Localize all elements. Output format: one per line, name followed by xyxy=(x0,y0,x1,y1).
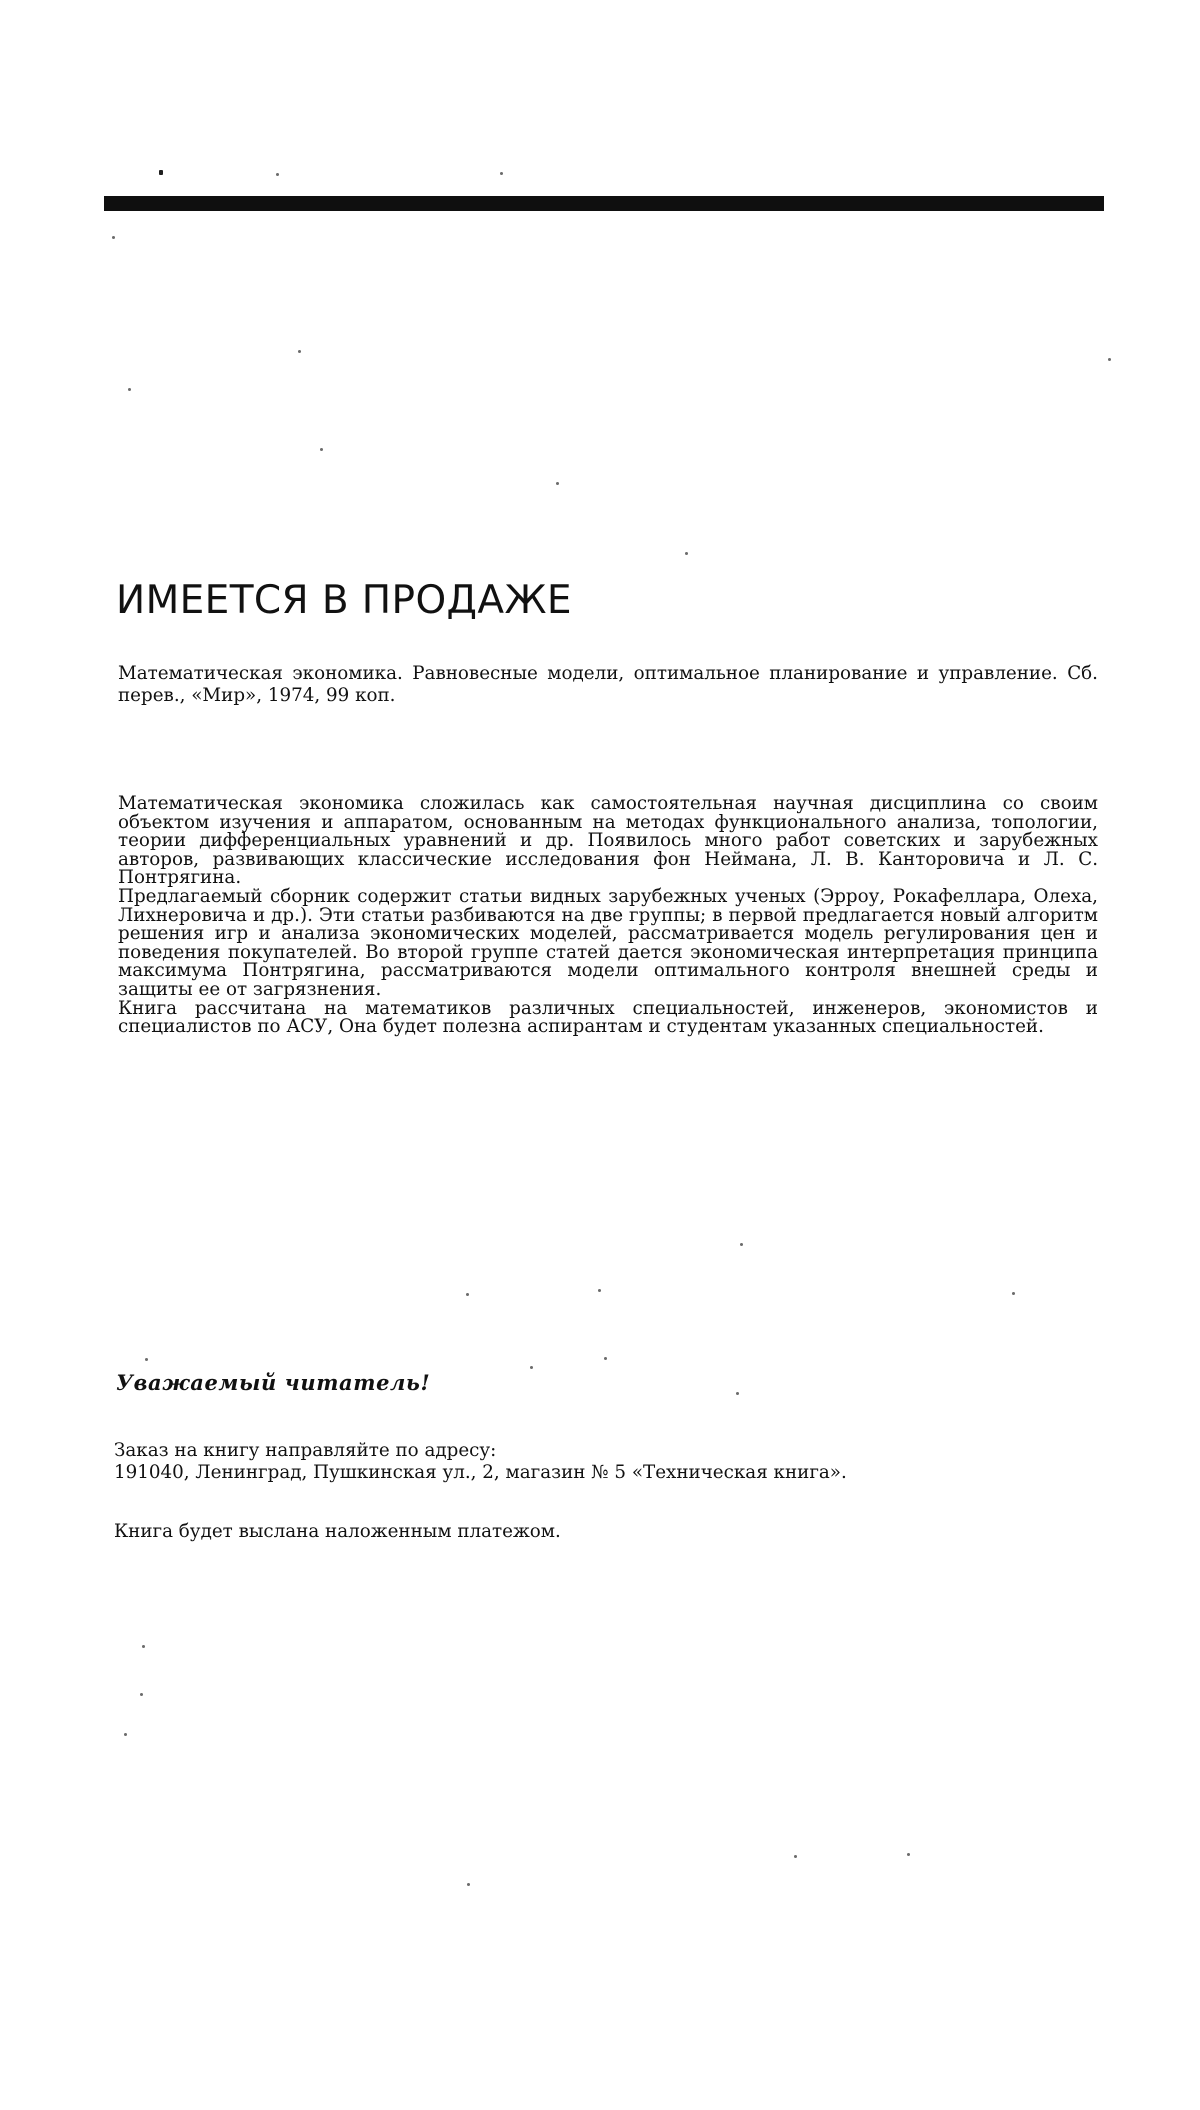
scan-speck xyxy=(500,172,503,175)
top-rule xyxy=(104,196,1104,211)
order-address xyxy=(114,1440,1114,1484)
scan-speck xyxy=(298,350,301,353)
bibliographic-entry: Математическая экономика. Равновесные модели, оптимальное планирование и управление. Сб. перев., «Мир», 1974, 99 коп. xyxy=(118,663,1098,707)
scan-speck xyxy=(320,448,323,451)
scan-speck xyxy=(556,482,559,485)
scan-speck xyxy=(740,1243,743,1246)
annotation-paragraph: Книга рассчитана на математиков различных специальностей, инженеров, экономистов и специалистов по АСУ, Она будет полезна аспирантам и студентам указанных специальностей. xyxy=(118,1000,1098,1037)
scan-speck xyxy=(604,1357,607,1360)
scan-speck xyxy=(1012,1292,1015,1295)
scan-speck xyxy=(124,1733,127,1736)
scan-speck xyxy=(276,173,279,176)
scan-speck xyxy=(598,1289,601,1292)
scan-speck xyxy=(159,170,163,175)
scan-speck xyxy=(467,1883,470,1886)
scan-speck xyxy=(140,1693,143,1696)
scan-speck xyxy=(142,1645,145,1648)
order-instruction: Заказ на книгу направляйте по адресу: xyxy=(114,1440,1114,1462)
annotation-paragraph: Предлагаемый сборник содержит статьи видных зарубежных ученых (Эрроу, Рокафеллара, Олеха, Лихнеровича и др.). Эти статьи разбиваются на две группы; в первой предлагается новый алгоритм решения игр и анализа экономических моделей, рассматривается модель регулирования цен и поведения покупателей. Во второй группе статей дается экономическая интерпретация принципа максимума Понтрягина, рассматриваются модели оптимального контроля внешней среды и защиты ее от загрязнения. xyxy=(118,888,1098,1000)
delivery-note: Книга будет выслана наложенным платежом. xyxy=(114,1521,561,1543)
scan-speck xyxy=(128,388,131,391)
page-heading: ИМЕЕТСЯ В ПРОДАЖЕ xyxy=(116,578,572,624)
scan-speck xyxy=(145,1358,148,1361)
scan-speck xyxy=(794,1855,797,1858)
scan-speck xyxy=(685,552,688,555)
shop-address: 191040, Ленинград, Пушкинская ул., 2, магазин № 5 «Техническая книга». xyxy=(114,1462,1114,1484)
annotation-paragraph: Математическая экономика сложилась как самостоятельная научная дисциплина со своим объектом изучения и аппаратом, основанным на методах функционального анализа, топологии, теории дифференциальных уравнений и др. Появилось много работ советских и зарубежных авторов, развивающих классические исследования фон Неймана, Л. В. Канторовича и Л. С. Понтрягина. xyxy=(118,795,1098,888)
reader-salutation: Уважаемый читатель! xyxy=(116,1370,430,1396)
scan-speck xyxy=(1108,358,1111,361)
scan-speck xyxy=(736,1392,739,1395)
scan-speck xyxy=(112,236,115,239)
page xyxy=(0,0,1200,2110)
scan-speck xyxy=(530,1366,533,1369)
book-annotation xyxy=(118,795,1098,1037)
scan-speck xyxy=(466,1293,469,1296)
scan-speck xyxy=(907,1853,910,1856)
